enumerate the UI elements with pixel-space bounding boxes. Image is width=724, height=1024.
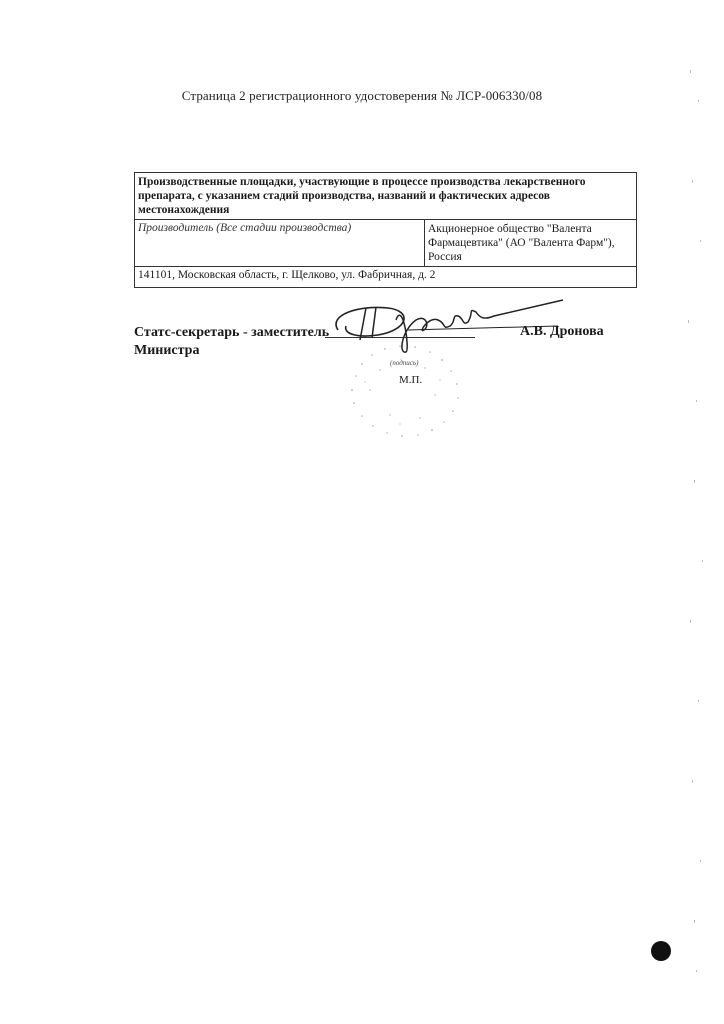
signer-title [134, 324, 329, 360]
company-line: Акционерное общество "Валента [428, 223, 592, 235]
signature-caption: (подпись) [390, 359, 419, 367]
manufacturer-role-cell: Производитель (Все стадии производства) [135, 220, 425, 267]
company-line: Фармацевтика" (АО "Валента Фарм"), [428, 237, 615, 249]
signer-title-line: Министра [134, 343, 200, 358]
manufacturer-company-cell [425, 220, 637, 267]
official-seal-stamp [340, 340, 470, 440]
address-cell: 141101, Московская область, г. Щелково, ул. Фабричная, д. 2 [135, 267, 637, 288]
table-heading-cell: Производственные площадки, участвующие в процессе производства лекарственного препарата, с указанием стадий производства, названий и фактических адресов местонахождения [135, 173, 637, 220]
signer-name: А.В. Дронова [520, 324, 604, 339]
hole-punch-mark [651, 941, 671, 961]
page-header: Страница 2 регистрационного удостоверения № ЛСР-006330/08 [181, 88, 543, 103]
scan-edge-noise [670, 60, 710, 990]
production-sites-table [134, 172, 637, 288]
company-line: Россия [428, 251, 462, 263]
signer-title-line: Статс-секретарь - заместитель [134, 325, 330, 340]
seal-place-label: М.П. [399, 374, 423, 386]
